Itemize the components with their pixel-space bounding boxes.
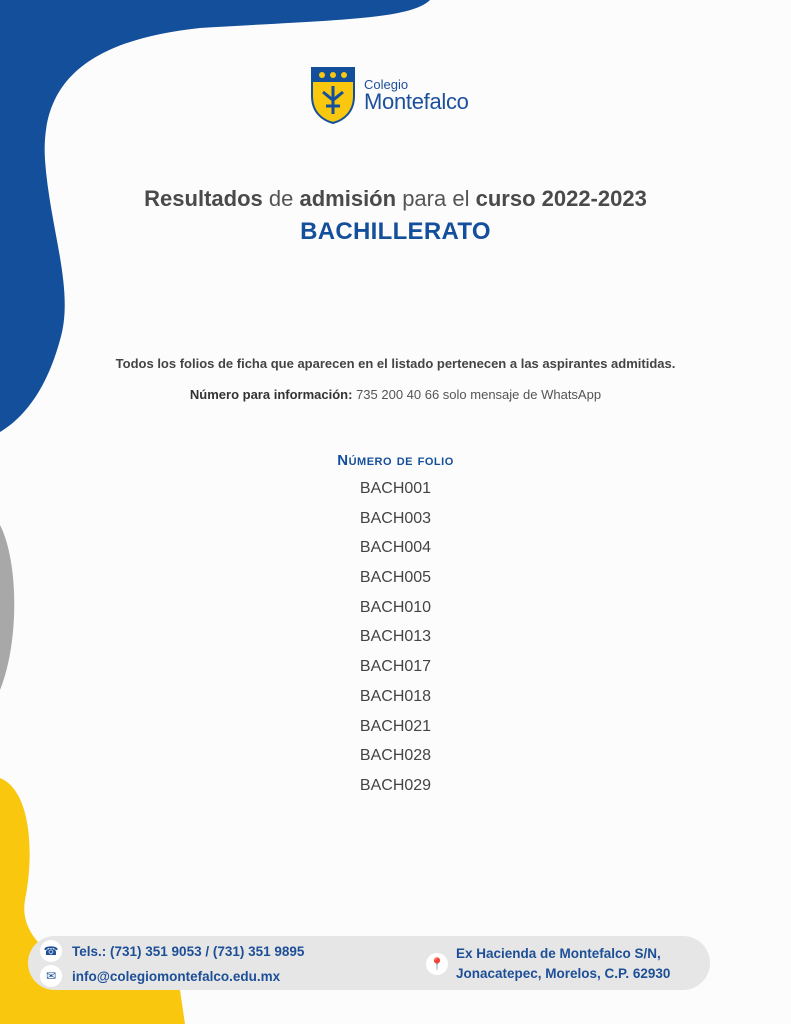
phones-text: Tels.: (731) 351 9053 / (731) 351 9895 (72, 943, 305, 959)
footer-email[interactable] (40, 965, 280, 987)
folio-header-text: Número de folio (337, 452, 454, 469)
contact-info (0, 387, 791, 402)
shield-crest-icon (310, 66, 356, 124)
list-item: BACH017 (359, 658, 432, 676)
title-word-3: admisión (299, 186, 397, 211)
list-item: BACH013 (359, 628, 432, 646)
address-line-2: Jonacatepec, Morelos, C.P. 62930 (456, 966, 671, 981)
email-text[interactable]: info@colegiomontefalco.edu.mx (72, 968, 281, 984)
list-item: BACH010 (359, 598, 432, 616)
map-pin-icon: 📍 (426, 953, 448, 975)
list-item: BACH003 (359, 509, 432, 527)
page-title (0, 186, 791, 212)
title-word-4: para el (402, 186, 470, 211)
address-line-1: Ex Hacienda de Montefalco S/N, (456, 946, 661, 961)
title-word-5: curso 2022-2023 (475, 186, 647, 211)
list-item: BACH021 (359, 717, 432, 735)
footer-address (426, 944, 670, 984)
list-item: BACH028 (359, 747, 432, 765)
list-item: BACH018 (359, 687, 432, 705)
title-word-2: de (268, 186, 294, 211)
title-word-1: Resultados (144, 186, 263, 211)
footer-bar (28, 936, 710, 990)
admission-note: Todos los folios de ficha que aparecen en el listado pertenecen a las aspirantes admitidas. (115, 356, 676, 371)
folio-list (0, 478, 791, 805)
brand-name: Montefalco (364, 88, 469, 114)
list-item: BACH004 (359, 539, 432, 557)
info-label: Número para información: (189, 387, 353, 402)
folio-column-header (0, 452, 791, 469)
mail-icon: ✉ (40, 965, 62, 987)
school-logo (310, 66, 469, 124)
phone-icon: ☎ (40, 940, 62, 962)
brand-small-text: Colegio (364, 76, 409, 92)
level-title: BACHILLERATO (300, 218, 491, 245)
info-value: 735 200 40 66 solo mensaje de WhatsApp (356, 387, 602, 402)
list-item: BACH005 (359, 569, 432, 587)
footer-phones (40, 940, 304, 962)
list-item: BACH001 (359, 480, 432, 497)
list-item: BACH029 (359, 776, 432, 794)
